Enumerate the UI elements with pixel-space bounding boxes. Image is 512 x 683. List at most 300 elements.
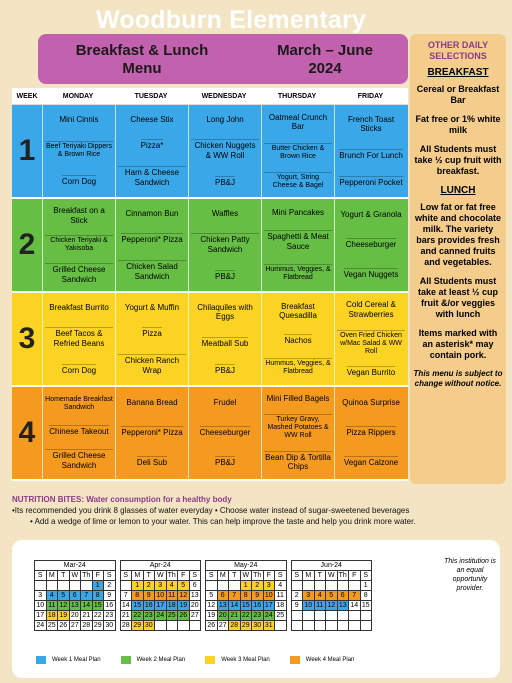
calendar-day: 2 xyxy=(252,581,264,591)
calendar-day: 23 xyxy=(144,612,153,619)
legend-swatch xyxy=(205,656,215,664)
calendar-day: 14 xyxy=(121,602,130,609)
calendar-day xyxy=(326,581,338,591)
menu-item: PB&J xyxy=(214,365,235,375)
menu-week-rows xyxy=(12,105,408,481)
menu-period-months: March – June xyxy=(277,42,373,59)
calendar-day: 22 xyxy=(241,612,250,619)
breakfast-option-milk: Fat free or 1% white milk xyxy=(415,114,501,135)
menu-day-cell xyxy=(42,199,115,291)
weekday-header: T xyxy=(58,571,70,581)
calendar-day: 1 xyxy=(360,581,372,591)
legend-swatch xyxy=(36,656,46,664)
calendar-day: 5 xyxy=(58,591,70,601)
calendar-day xyxy=(229,581,241,591)
menu-item: Mini Filled Bagels xyxy=(266,394,330,404)
menu-item: Cold Cereal & Strawberries xyxy=(346,300,396,319)
calendar-day: 5 xyxy=(206,591,218,601)
menu-item: Turkey Gravy, Mashed Potatoes & WW Roll xyxy=(264,414,332,440)
menu-item: Quinoa Surprise xyxy=(342,398,400,408)
menu-day-cell xyxy=(42,105,115,197)
menu-item: Chicken Patty Sandwich xyxy=(191,233,259,254)
equal-opportunity-statement: This institution is an equal opportunity provider. xyxy=(444,558,496,592)
calendar-day: 4 xyxy=(314,591,326,601)
menu-item: Spaghetti & Meat Sauce xyxy=(264,230,332,251)
calendar-day: 14 xyxy=(82,602,91,609)
calendar-day: 14 xyxy=(230,602,239,609)
calendar-day: 10 xyxy=(264,592,273,599)
menu-item: Corn Dog xyxy=(61,177,97,187)
calendar-day xyxy=(189,621,201,631)
menu-item: Grilled Cheese Sandwich xyxy=(45,263,113,284)
weekday-header: S xyxy=(291,571,303,581)
week-number: 1 xyxy=(18,134,36,167)
menu-item: Banana Bread xyxy=(126,398,178,408)
menu-week-row xyxy=(12,293,408,387)
pork-notice: Items marked with an asterisk* may contain pork. xyxy=(418,328,498,360)
menu-item: French Toast Sticks xyxy=(347,114,395,134)
menu-week-row xyxy=(12,387,408,481)
menu-item: Vegan Calzone xyxy=(343,458,399,468)
menu-day-cell xyxy=(334,199,407,291)
weekday-header: F xyxy=(178,571,190,581)
calendar-day: 4 xyxy=(275,581,287,591)
weekday-header: T xyxy=(143,571,155,581)
calendar-day: 30 xyxy=(144,622,153,629)
calendar-day: 3 xyxy=(155,581,167,591)
calendar-day: 30 xyxy=(253,622,262,629)
menu-item: Vegan Nuggets xyxy=(343,270,399,280)
calendar-day xyxy=(303,611,315,621)
menu-item: PB&J xyxy=(214,458,235,468)
menu-item: Beef Tacos & Refried Beans xyxy=(45,327,113,348)
menu-day-cell xyxy=(188,199,261,291)
calendar-day: 22 xyxy=(93,612,102,619)
calendar-day xyxy=(326,611,338,621)
weekday-header: F xyxy=(263,571,275,581)
weekday-header: F xyxy=(349,571,361,581)
breakfast-heading: BREAKFAST xyxy=(427,67,489,78)
menu-day-cell xyxy=(115,293,188,385)
calendar-day: 20 xyxy=(70,612,79,619)
calendar-day: 28 xyxy=(82,622,91,629)
menu-item: Vegan Burrito xyxy=(346,368,396,378)
calendar-day: 1 xyxy=(92,581,104,591)
column-header-tuesday: TUESDAY xyxy=(115,88,188,104)
legend-item xyxy=(290,656,355,664)
calendar-day: 9 xyxy=(291,601,303,611)
calendar-day: 7 xyxy=(349,591,361,601)
menu-item: Chilaquiles with Eggs xyxy=(197,302,253,322)
calendar-day xyxy=(178,621,190,631)
menu-item: Oven Fried Chicken w/Mac Salad & WW Roll xyxy=(337,330,405,356)
weekday-header: S xyxy=(189,571,201,581)
weekday-header: S xyxy=(35,571,47,581)
menu-day-cell xyxy=(261,387,334,479)
menu-item: Cinnamon Bun xyxy=(125,208,179,218)
calendar-day xyxy=(349,611,361,621)
calendar-day: 9 xyxy=(104,591,116,601)
weekday-header: M xyxy=(132,571,144,581)
legend-label: Week 1 Meal Plan xyxy=(52,657,101,663)
calendar-day: 13 xyxy=(338,602,347,609)
weekday-header: W xyxy=(240,571,252,581)
weekday-header: S xyxy=(275,571,287,581)
calendar-day: 2 xyxy=(104,581,116,591)
calendar-day: 8 xyxy=(360,591,372,601)
calendar-day xyxy=(303,621,315,631)
month-calendar xyxy=(34,560,116,631)
nutrition-tip-1: •Its recommended you drink 8 glasses of water everyday • Choose water instead of sugar-sweetened beverages xyxy=(12,506,410,515)
menu-item: Pizza xyxy=(142,329,162,339)
menu-day-cell xyxy=(261,105,334,197)
calendar-day xyxy=(69,581,81,591)
menu-item: Deli Sub xyxy=(136,458,168,468)
legend-item xyxy=(121,656,186,664)
menu-item: Breakfast Burrito xyxy=(49,302,109,312)
menu-item: PB&J xyxy=(214,271,235,281)
weekday-header: W xyxy=(326,571,338,581)
calendar-day: 1 xyxy=(132,581,144,591)
nutrition-title: NUTRITION BITES: Water consumption for a healthy body xyxy=(12,495,232,504)
legend-swatch xyxy=(121,656,131,664)
menu-day-cell xyxy=(115,105,188,197)
menu-item: Breakfast Quesadilla xyxy=(279,301,317,321)
menu-day-cell xyxy=(261,199,334,291)
nutrition-tip-2: • Add a wedge of lime or lemon to your water. This can help improve the taste and help you drink more water. xyxy=(30,517,416,526)
calendar-day: 13 xyxy=(218,602,227,609)
menu-item: Yogurt, String Cheese & Bagel xyxy=(264,172,332,190)
calendar-day: 11 xyxy=(275,591,287,601)
calendar-day xyxy=(360,611,372,621)
calendar-day: 15 xyxy=(241,602,250,609)
weekday-header: M xyxy=(303,571,315,581)
calendar-day: 6 xyxy=(69,591,81,601)
calendar-day: 15 xyxy=(93,602,102,609)
menu-item: Oatmeal Crunch Bar xyxy=(268,112,328,131)
calendar-day xyxy=(275,621,287,631)
menu-day-cell xyxy=(115,199,188,291)
calendar-day xyxy=(314,611,326,621)
calendar-day: 23 xyxy=(253,612,262,619)
month-calendar xyxy=(205,560,287,631)
calendar-day: 27 xyxy=(190,612,199,619)
calendar-day: 8 xyxy=(240,591,252,601)
calendar-day: 19 xyxy=(59,612,68,619)
weekday-header: S xyxy=(104,571,116,581)
menu-item: Grilled Cheese Sandwich xyxy=(45,449,113,470)
calendar-day: 28 xyxy=(230,622,239,629)
calendar-day: 9 xyxy=(252,591,264,601)
calendar-day: 21 xyxy=(121,612,130,619)
calendar-day xyxy=(291,621,303,631)
calendar-day: 13 xyxy=(70,602,79,609)
menu-item: Chicken Nuggets & WW Roll xyxy=(191,139,259,160)
calendar-day: 24 xyxy=(156,612,165,619)
calendar-day: 17 xyxy=(264,602,273,609)
calendar-day: 5 xyxy=(326,591,338,601)
calendar-day: 10 xyxy=(156,592,165,599)
calendar-day: 17 xyxy=(36,612,45,619)
menu-item: Cheeseburger xyxy=(199,428,251,438)
calendar-day: 18 xyxy=(167,602,176,609)
column-header-monday: MONDAY xyxy=(42,88,115,104)
menu-item: Pizza Rippers xyxy=(346,428,396,438)
legend-item xyxy=(36,656,101,664)
calendar-day: 25 xyxy=(276,612,285,619)
calendar-day: 25 xyxy=(47,622,56,629)
calendar-day: 14 xyxy=(350,602,359,609)
column-header-friday: FRIDAY xyxy=(357,93,384,100)
menu-column-headers xyxy=(12,88,408,105)
calendar-months xyxy=(34,560,372,631)
calendar-day: 27 xyxy=(218,622,227,629)
weekday-header: Th xyxy=(167,572,176,579)
calendar-day xyxy=(291,581,303,591)
calendar-day: 16 xyxy=(144,602,153,609)
menu-item: Chicken Teriyaki & Yakisoba xyxy=(45,235,113,253)
menu-week-row xyxy=(12,199,408,293)
weekday-header: F xyxy=(92,571,104,581)
weekday-header: S xyxy=(120,571,132,581)
week-number: 3 xyxy=(18,322,36,355)
weekday-header: T xyxy=(314,571,326,581)
menu-title-line1: Breakfast & Lunch xyxy=(75,42,209,59)
calendar-day: 6 xyxy=(189,581,201,591)
menu-item: Pepperoni Pocket xyxy=(339,177,403,187)
calendar-day: 8 xyxy=(132,591,144,601)
menu-day-cell xyxy=(42,387,115,479)
lunch-heading: LUNCH xyxy=(440,185,476,196)
menu-item: Bean Dip & Tortilla Chips xyxy=(265,452,331,472)
legend-swatch xyxy=(290,656,300,664)
legend-label: Week 2 Meal Plan xyxy=(136,657,186,663)
menu-item: Nachos xyxy=(284,335,312,345)
calendar-day: 21 xyxy=(82,612,91,619)
month-name: Jun-24 xyxy=(291,561,372,571)
legend-item xyxy=(205,656,270,664)
menu-title xyxy=(62,42,222,78)
column-header-thursday: THURSDAY xyxy=(261,88,334,104)
menu-item: Corn Dog xyxy=(61,365,97,375)
menu-title-line2: Menu xyxy=(122,60,162,77)
menu-item: Cheese Stix xyxy=(130,114,174,124)
calendar-day xyxy=(360,621,372,631)
calendar-day: 3 xyxy=(303,591,315,601)
calendar-day: 18 xyxy=(47,612,56,619)
menu-item: Chinese Takeout xyxy=(49,426,109,436)
month-calendar xyxy=(291,560,373,631)
calendar-day: 12 xyxy=(327,602,336,609)
menu-day-cell xyxy=(115,387,188,479)
calendar-day: 18 xyxy=(276,602,285,609)
calendar-day: 19 xyxy=(207,612,216,619)
calendar-day: 12 xyxy=(59,602,68,609)
weekday-header: S xyxy=(206,571,218,581)
weekday-header: S xyxy=(360,571,372,581)
calendar-day: 21 xyxy=(230,612,239,619)
calendar-day: 24 xyxy=(264,612,273,619)
menu-item: Chicken Ranch Wrap xyxy=(118,354,186,375)
menu-day-cell xyxy=(334,387,407,479)
calendar-day: 4 xyxy=(166,581,178,591)
month-name: Apr-24 xyxy=(120,561,201,571)
menu-item: Cheeseburger xyxy=(345,240,397,250)
weekday-header: T xyxy=(229,571,241,581)
menu-item: Pizza* xyxy=(140,141,164,151)
calendar-day: 12 xyxy=(179,592,188,599)
calendar-day: 24 xyxy=(36,622,45,629)
lunch-fruit-rule: All Students must take at least ½ cup fruit &/or veggies with lunch xyxy=(417,276,499,319)
calendar-day: 10 xyxy=(304,602,313,609)
month-name: Mar-24 xyxy=(35,561,116,571)
calendar-day: 26 xyxy=(207,622,216,629)
calendar-day xyxy=(155,621,167,631)
menu-day-cell xyxy=(334,293,407,385)
calendar-day: 16 xyxy=(253,602,262,609)
calendar-day xyxy=(35,581,47,591)
legend-label: Week 4 Meal Plan xyxy=(305,657,355,663)
menu-item: Mini Cinnis xyxy=(59,115,99,125)
daily-selections-panel xyxy=(410,34,506,484)
calendar-day: 17 xyxy=(156,602,165,609)
calendar-day: 1 xyxy=(240,581,252,591)
weekday-header: W xyxy=(69,571,81,581)
calendar-day: 6 xyxy=(337,591,349,601)
calendar-day: 2 xyxy=(143,581,155,591)
menu-period xyxy=(250,42,400,78)
calendar-day: 11 xyxy=(314,601,326,611)
menu-item: Hummus, Veggies, & Flatbread xyxy=(265,360,331,376)
column-header-wednesday: WEDNESDAY xyxy=(188,88,261,104)
daily-selections-title: OTHER DAILY SELECTIONS xyxy=(427,40,489,61)
menu-day-cell xyxy=(42,293,115,385)
column-header-week: WEEK xyxy=(16,93,38,100)
menu-week-row xyxy=(12,105,408,199)
menu-item: PB&J xyxy=(214,177,235,187)
menu-item: Mini Pancakes xyxy=(271,207,325,217)
menu-item: Pepperoni* Pizza xyxy=(121,428,183,438)
calendar-day xyxy=(166,621,178,631)
calendar-day: 7 xyxy=(229,591,241,601)
calendar-day xyxy=(120,581,132,591)
calendar-day: 19 xyxy=(179,602,188,609)
menu-period-year: 2024 xyxy=(308,60,342,77)
menu-item: Yogurt & Granola xyxy=(340,210,402,220)
month-calendar xyxy=(120,560,202,631)
menu-day-cell xyxy=(334,105,407,197)
calendar-day xyxy=(303,581,315,591)
calendar-day: 6 xyxy=(217,591,229,601)
calendar-day: 30 xyxy=(105,622,114,629)
calendar-day: 29 xyxy=(93,622,102,629)
weekday-header: M xyxy=(217,571,229,581)
calendar-day: 10 xyxy=(36,602,45,609)
menu-item: Breakfast on a Stick xyxy=(53,206,105,225)
calendar-day: 26 xyxy=(59,622,68,629)
menu-item: Long John xyxy=(206,114,244,124)
calendar-day xyxy=(46,581,58,591)
calendar-day: 20 xyxy=(218,612,227,619)
calendar-day: 23 xyxy=(105,612,114,619)
calendar-day: 31 xyxy=(264,622,273,629)
calendar-day: 7 xyxy=(120,591,132,601)
menu-item: Pepperoni* Pizza xyxy=(121,235,183,245)
calendar-day: 5 xyxy=(178,581,190,591)
calendar-day xyxy=(349,621,361,631)
calendar-day: 25 xyxy=(167,612,176,619)
calendar-day: 22 xyxy=(133,612,142,619)
menu-day-cell xyxy=(188,293,261,385)
nutrition-bites xyxy=(12,494,508,527)
menu-day-cell xyxy=(188,387,261,479)
calendar-day xyxy=(337,581,349,591)
weekday-header: Th xyxy=(253,572,262,579)
calendar-day xyxy=(81,581,93,591)
menu-day-cell xyxy=(188,105,261,197)
breakfast-fruit-rule: All Students must take ½ cup fruit with breakfast. xyxy=(414,144,502,176)
calendar-day: 26 xyxy=(179,612,188,619)
calendar-day: 3 xyxy=(263,581,275,591)
menu-item: Frudel xyxy=(213,398,237,408)
calendar-day: 9 xyxy=(143,591,155,601)
menu-item: Beef Teriyaki Dippers & Brown Rice xyxy=(45,142,112,158)
calendar-day xyxy=(337,611,349,621)
weekday-header: M xyxy=(46,571,58,581)
calendar-day: 29 xyxy=(241,622,250,629)
calendar-day: 4 xyxy=(46,591,58,601)
menu-item: Butter Chicken & Brown Rice xyxy=(264,143,332,161)
calendar-day: 13 xyxy=(190,592,199,599)
school-title: Woodburn Elementary xyxy=(95,6,367,34)
menu-item: Ham & Cheese Sandwich xyxy=(118,166,186,187)
week-number: 2 xyxy=(18,228,36,261)
weekday-header: Th xyxy=(82,572,91,579)
calendar-day xyxy=(291,611,303,621)
menu-item: Chicken Salad Sandwich xyxy=(118,260,186,281)
menu-item: Waffles xyxy=(211,208,239,218)
month-name: May-24 xyxy=(206,561,287,571)
calendar-day xyxy=(206,581,218,591)
menu-item: Homemade Breakfast Sandwich xyxy=(45,395,113,411)
calendar-day: 7 xyxy=(81,591,93,601)
calendar-day: 15 xyxy=(133,602,142,609)
calendar-day: 12 xyxy=(207,602,216,609)
calendar-day: 28 xyxy=(121,622,130,629)
calendar-day xyxy=(337,621,349,631)
calendar-day xyxy=(217,581,229,591)
calendar-day: 11 xyxy=(166,591,178,601)
menu-table xyxy=(12,88,408,481)
calendar-day: 16 xyxy=(105,602,114,609)
menu-item: Yogurt & Muffin xyxy=(124,302,180,312)
calendar-day: 8 xyxy=(92,591,104,601)
menu-item: Brunch For Lunch xyxy=(339,150,403,160)
calendar-day xyxy=(314,621,326,631)
change-notice: This menu is subject to change without notice. xyxy=(413,369,503,388)
calendar-legend xyxy=(36,656,354,664)
calendar-day: 3 xyxy=(35,591,47,601)
menu-day-cell xyxy=(261,293,334,385)
calendar-day: 15 xyxy=(361,602,370,609)
week-number: 4 xyxy=(18,416,36,449)
calendar-day: 11 xyxy=(46,601,58,611)
weekday-header: W xyxy=(155,571,167,581)
calendar-day xyxy=(314,581,326,591)
weekday-header: Th xyxy=(338,572,347,579)
calendar-day xyxy=(58,581,70,591)
calendar-day: 29 xyxy=(133,622,142,629)
